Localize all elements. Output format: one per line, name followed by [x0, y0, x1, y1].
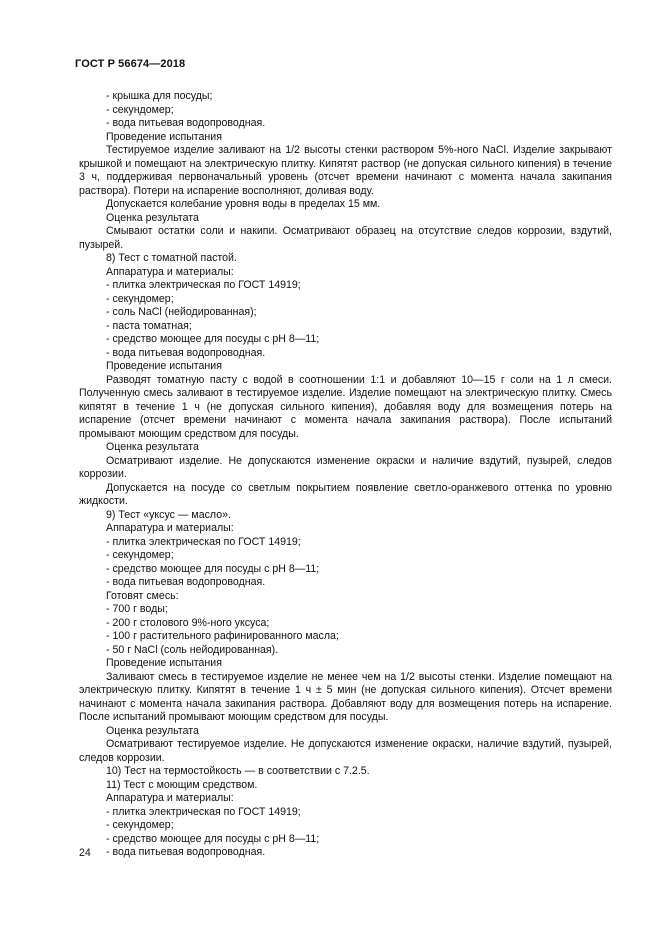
paragraph: - вода питьевая водопроводная.	[106, 846, 266, 858]
document-header: ГОСТ Р 56674—2018	[75, 58, 186, 70]
paragraph: - секундомер;	[106, 103, 174, 116]
paragraph: Осматривают тестируемое изделие. Не допускаются изменение окраски, наличие вздутий, пузырей, следов коррозии.	[79, 738, 612, 764]
paragraph: 8) Тест с томатной пастой.	[106, 252, 237, 264]
paragraph: Аппаратура и материалы:	[106, 522, 234, 534]
document-body	[79, 90, 612, 860]
paragraph: - средство моющее для посуды с рН 8—11;	[106, 562, 320, 575]
paragraph: Заливают смесь в тестируемое изделие не менее чем на 1/2 высоты стенки. Изделие помещают на электрическую плитку. Кипятят в течение 1 ч ± 5 мин (не допуская сильного кипения). Отсчет времени начинают с момента начала закипания раствора. Добавляют воду для возмещения потерь на испарение. После испытаний промывают моющим средством для посуды.	[79, 670, 612, 723]
paragraph: - плитка электрическая по ГОСТ 14919;	[106, 805, 301, 818]
paragraph: Проведение испытания	[106, 130, 222, 143]
paragraph: - крышка для посуды;	[106, 90, 213, 102]
paragraph: Готовят смесь:	[106, 589, 179, 602]
paragraph: 10) Тест на термостойкость — в соответствии с 7.2.5.	[106, 765, 370, 777]
paragraph: - плитка электрическая по ГОСТ 14919;	[106, 535, 301, 548]
paragraph: - секундомер;	[106, 292, 174, 305]
paragraph: Смывают остатки соли и накипи. Осматривают образец на отсутствие следов коррозии, вздутий, пузырей.	[79, 225, 612, 251]
paragraph: - средство моющее для посуды с рН 8—11;	[106, 832, 320, 845]
paragraph: - паста томатная;	[106, 319, 192, 332]
paragraph: Допускается на посуде со светлым покрытием появление светло-оранжевого оттенка по уровню жидкости.	[79, 481, 612, 507]
paragraph: - вода питьевая водопроводная.	[106, 117, 266, 129]
paragraph: Оценка результата	[106, 211, 199, 224]
paragraph: Аппаратура и материалы:	[106, 792, 234, 804]
paragraph: - 700 г воды;	[106, 603, 168, 615]
paragraph: - секундомер;	[106, 549, 174, 561]
paragraph: - соль NaCl (нейодированная);	[106, 306, 257, 318]
paragraph: Проведение испытания	[106, 360, 222, 372]
paragraph: - вода питьевая водопроводная.	[106, 346, 266, 359]
paragraph: Оценка результата	[106, 724, 199, 737]
paragraph: 11) Тест с моющим средством.	[106, 778, 258, 791]
paragraph: - вода питьевая водопроводная.	[106, 576, 266, 588]
paragraph: - средство моющее для посуды с рН 8—11;	[106, 333, 320, 345]
paragraph: Аппаратура и материалы:	[106, 265, 234, 278]
paragraph: Допускается колебание уровня воды в пределах 15 мм.	[106, 198, 381, 210]
paragraph: - плитка электрическая по ГОСТ 14919;	[106, 279, 301, 291]
page-number: 24	[79, 847, 91, 859]
paragraph: Тестируемое изделие заливают на 1/2 высоты стенки раствором 5%-ного NaCl. Изделие закрывают крышкой и помещают на электрическую плитку. Кипятят раствор (не допуская сильного кипения) в течение 3 ч, поддерживая первоначальный уровень (отсчет времени начинают с момента начала закипания раствора). Потери на испарение восполняют, доливая воду.	[79, 144, 612, 197]
paragraph: - 100 г растительного рафинированного масла;	[106, 630, 339, 642]
paragraph: Осматривают изделие. Не допускаются изменение окраски и наличие вздутий, пузырей, следов коррозии.	[79, 454, 612, 480]
paragraph: Оценка результата	[106, 441, 199, 453]
paragraph: - 200 г столового 9%-ного уксуса;	[106, 616, 270, 629]
paragraph: Разводят томатную пасту с водой в соотношении 1:1 и добавляют 10—15 г соли на 1 л смеси. Полученную смесь заливают в тестируемое изделие. Изделие помещают на электрическую плитку. Смесь кипятят в течение 1 ч (не допуская сильного кипения), добавляя воду для возмещения потерь на испарение (отсчет времени начинают с момента начала закипания раствора). После испытаний промывают моющим средством для посуды.	[79, 373, 612, 440]
paragraph: - секундомер;	[106, 819, 174, 831]
paragraph: 9) Тест «уксус — масло».	[106, 508, 231, 521]
paragraph: Проведение испытания	[106, 657, 222, 669]
paragraph: - 50 г NaCl (соль нейодированная).	[106, 643, 279, 656]
